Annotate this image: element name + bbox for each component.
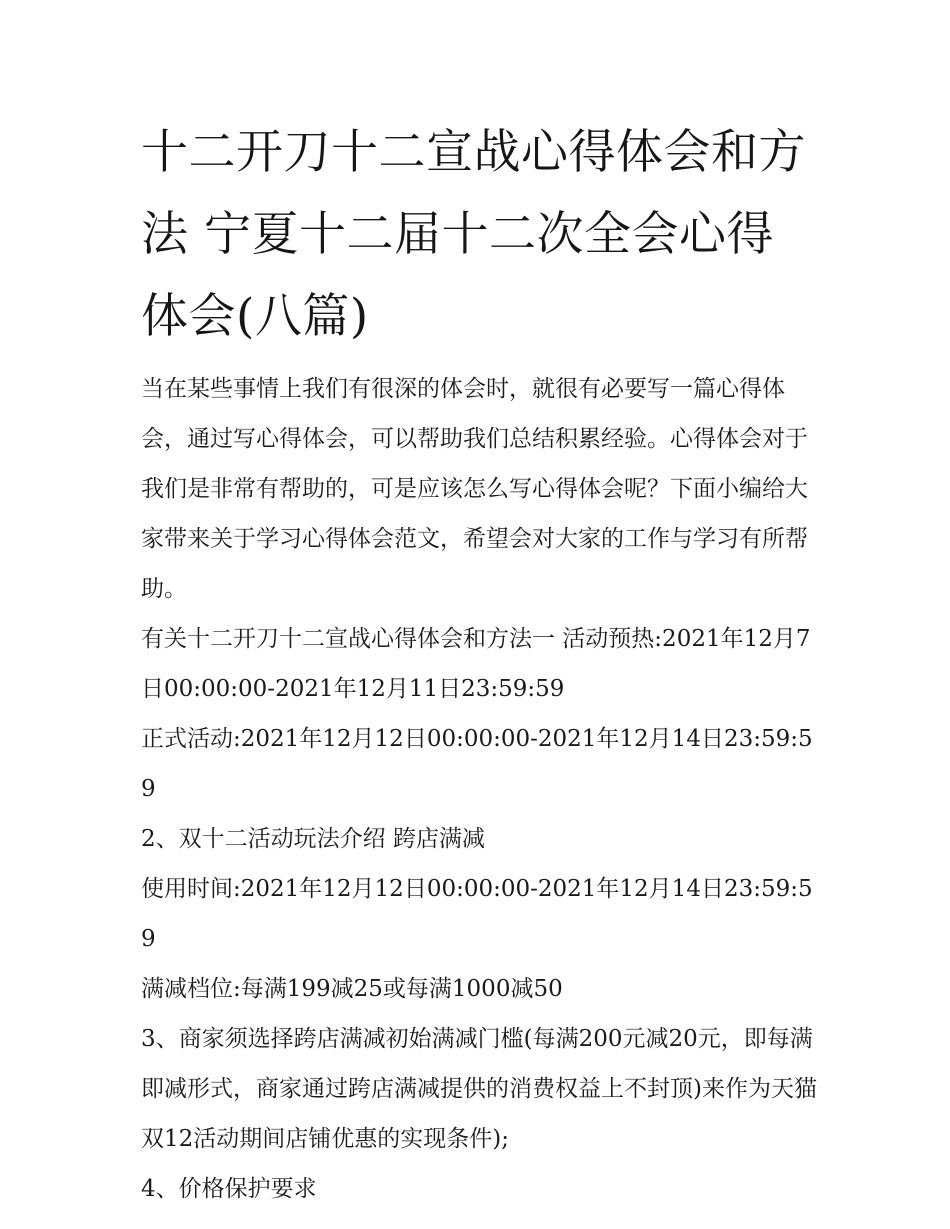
discount-tier-paragraph: 满减档位:每满199减25或每满1000减50 (141, 976, 563, 1002)
preheat-paragraph: 有关十二开刀十二宣战心得体会和方法一 活动预热:2021年12月7日00:00:00-2021年12月11日23:59:59 (141, 626, 811, 702)
price-protection-heading: 4、价格保护要求 (141, 1176, 317, 1202)
official-activity-paragraph: 正式活动:2021年12月12日00:00:00-2021年12月14日23:59:59 (141, 726, 813, 802)
document-page (141, 112, 821, 1214)
gameplay-heading: 2、双十二活动玩法介绍 跨店满减 (141, 826, 485, 852)
document-title: 十二开刀十二宣战心得体会和方法 宁夏十二届十二次全会心得体会(八篇) (141, 125, 806, 344)
merchant-threshold-paragraph: 3、商家须选择跨店满减初始满减门槛(每满200元减20元，即每满即减形式，商家通过跨店满减提供的消费权益上不封顶)来作为天猫双12活动期间店铺优惠的实现条件); (141, 1026, 817, 1152)
intro-paragraph: 当在某些事情上我们有很深的体会时，就很有必要写一篇心得体会，通过写心得体会，可以帮助我们总结积累经验。心得体会对于我们是非常有帮助的，可是应该怎么写心得体会呢？下面小编给大家带来关于学习心得体会范文，希望会对大家的工作与学习有所帮助。 (141, 376, 808, 602)
usage-time-paragraph: 使用时间:2021年12月12日00:00:00-2021年12月14日23:59:59 (141, 876, 813, 952)
